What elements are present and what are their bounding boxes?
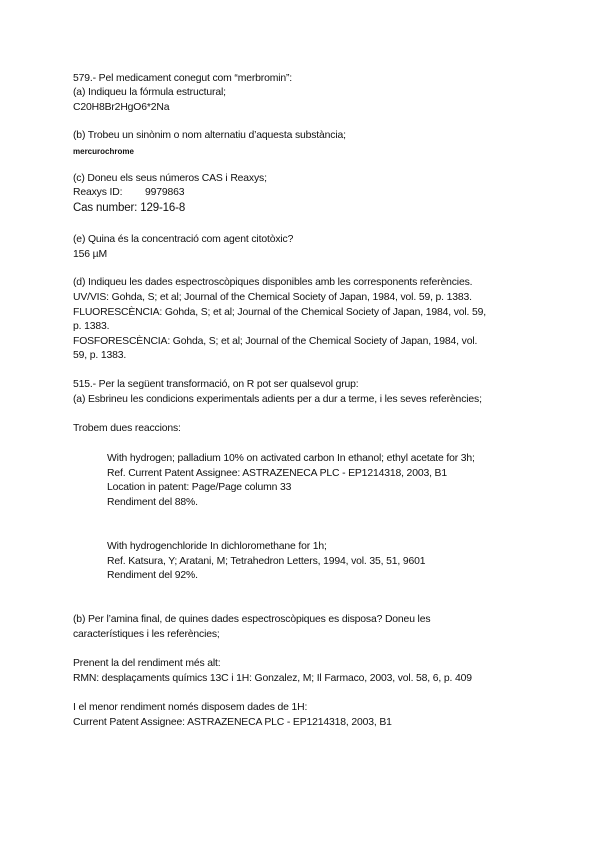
reaction-1-yield: Rendiment del 88%. [107,497,198,508]
question-579-b: (b) Trobeu un sinònim o nom alternatiu d’aquesta substància; [73,130,346,141]
reaxys-label: Reaxys ID: [73,187,123,198]
answer-515-b-lower-yield: I el menor rendiment només disposem dades de 1H: [73,702,308,713]
question-579-title: 579.- Pel medicament conegut com “merbromin”: [73,73,293,84]
question-515-b-1: (b) Per l’amina final, de quines dades espectroscòpiques es disposa? Doneu les [73,614,431,625]
answer-515-intro: Trobem dues reaccions: [73,423,181,434]
answer-515-b-patent: Current Patent Assignee: ASTRAZENECA PLC - EP1214318, 2003, B1 [73,717,392,728]
answer-579-d-fluorescence-1: FLUORESCÈNCIA: Gohda, S; et al; Journal of the Chemical Society of Japan, 1984, vol. 59, [73,307,487,318]
reaction-2-conditions: With hydrogenchloride In dichloromethane for 1h; [107,541,327,552]
answer-579-d-fluorescence-2: p. 1383. [73,321,110,332]
question-515-b-2: característiques i les referències; [73,629,220,640]
answer-579-c-cas: Cas number: 129-16-8 [73,202,186,214]
reaction-1-conditions: With hydrogen; palladium 10% on activated carbon In ethanol; ethyl acetate for 3h; [107,453,475,464]
reaxys-value: 9979863 [145,187,185,198]
answer-579-d-uvvis: UV/VIS: Gohda, S; et al; Journal of the Chemical Society of Japan, 1984, vol. 59, p. 1383. [73,292,472,303]
question-579-d: (d) Indiqueu les dades espectroscòpiques disponibles amb les corresponents referències. [73,277,473,288]
reaction-1-reference: Ref. Current Patent Assignee: ASTRAZENECA PLC - EP1214318, 2003, B1 [107,468,447,479]
answer-579-b: mercurochrome [73,147,134,156]
question-579-a: (a) Indiqueu la fórmula estructural; [73,87,226,98]
reaction-1-location: Location in patent: Page/Page column 33 [107,482,292,493]
answer-579-d-phosphorescence-2: 59, p. 1383. [73,350,127,361]
answer-579-a: C20H8Br2HgO6*2Na [73,102,170,113]
answer-579-d-phosphorescence-1: FOSFORESCÈNCIA: Gohda, S; et al; Journal of the Chemical Society of Japan, 1984, vol. [73,336,478,347]
question-579-c: (c) Doneu els seus números CAS i Reaxys; [73,173,267,184]
answer-515-b-nmr: RMN: desplaçaments químics 13C i 1H: Gonzalez, M; Il Farmaco, 2003, vol. 58, 6, p. 409 [73,673,472,684]
question-515-title: 515.- Per la següent transformació, on R pot ser qualsevol grup: [73,379,359,390]
reaction-2-reference: Ref. Katsura, Y; Aratani, M; Tetrahedron Letters, 1994, vol. 35, 51, 9601 [107,556,426,567]
answer-579-e: 156 µM [73,249,107,260]
answer-579-c-reaxys [73,186,184,199]
reaction-2-yield: Rendiment del 92%. [107,570,198,581]
question-515-a: (a) Esbrineu les condicions experimentals adients per a dur a terme, i les seves referències; [73,394,482,405]
answer-515-b-intro: Prenent la del rendiment més alt: [73,658,221,669]
question-579-e: (e) Quina és la concentració com agent citotòxic? [73,234,294,245]
